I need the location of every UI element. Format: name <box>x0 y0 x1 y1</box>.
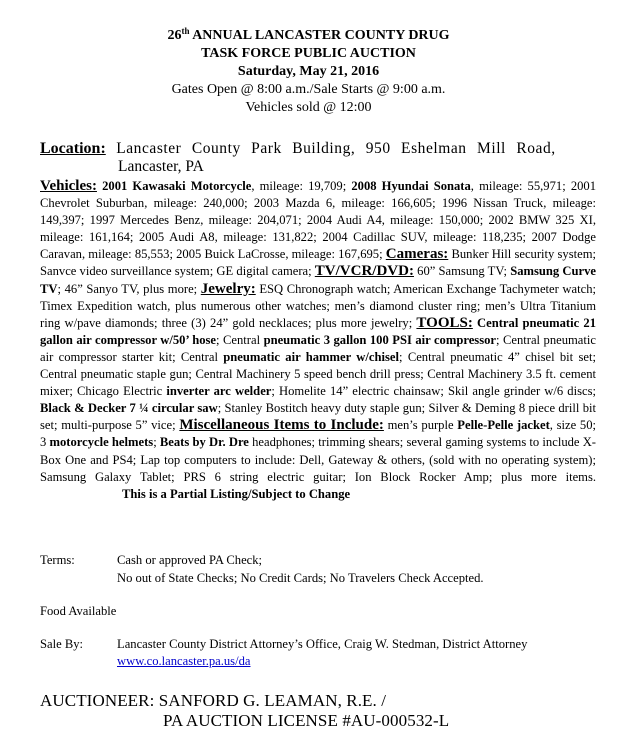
header-vehicles-time: Vehicles sold @ 12:00 <box>245 100 372 115</box>
tool-text: ; Central pneumatic air compressor starter kit; Central <box>40 332 596 364</box>
jewelry-text: ESQ Chronograph watch; American Exchange Tachymeter watch; Timex Expedition watch, plus numerous other watches; men’s diamond cluster ring; men’s Ultra Titanium ring w/pave diamonds; three (3) 24” gold necklaces; plus more jewelry; <box>40 281 596 330</box>
tv-label: TV/VCR/DVD: <box>314 263 414 280</box>
tools-label: TOOLS: <box>416 314 473 331</box>
tool-item: pneumatic air hammer w/chisel <box>223 349 399 364</box>
food-available: Food Available <box>40 604 117 618</box>
terms-line-1: Cash or approved PA Check; <box>117 553 263 567</box>
header-line-1: 26th ANNUAL LANCASTER COUNTY DRUG <box>167 26 450 43</box>
tool-item: Black & Decker 7 ¼ circular saw <box>40 401 218 416</box>
tv-item: Samsung Curve TV <box>40 264 596 296</box>
header-line-2: TASK FORCE PUBLIC AUCTION <box>201 46 416 61</box>
header-gates: Gates Open @ 8:00 a.m./Sale Starts @ 9:00 a.m. <box>171 82 446 97</box>
vehicle-item: 2001 Kawasaki Motorcycle <box>102 179 252 193</box>
misc-item: Beats by Dr. Dre <box>159 435 249 450</box>
tool-item: inverter arc welder <box>166 384 272 399</box>
item-listing <box>40 178 596 503</box>
cameras-label: Cameras: <box>385 246 449 263</box>
tool-text: ; Homelite 14” electric chainsaw; Skil angle grinder w/6 discs; <box>271 384 596 399</box>
location <box>40 140 595 176</box>
auctioneer-name: AUCTIONEER: SANFORD G. LEAMAN, R.E. / <box>40 691 387 710</box>
header-date: Saturday, May 21, 2016 <box>237 64 380 79</box>
misc-text: ; <box>153 435 160 450</box>
terms-label: Terms: <box>40 553 75 567</box>
vehicle-text: , mileage: 19,709; <box>251 179 352 193</box>
location-city: Lancaster, PA <box>118 158 204 175</box>
tv-text: ; 46” Sanyo TV, plus more; <box>57 281 201 296</box>
tool-item: pneumatic 3 gallon 100 PSI air compressor <box>263 332 496 347</box>
misc-item: Pelle-Pelle jacket <box>457 418 550 433</box>
location-address: Lancaster County Park Building, 950 Eshelman Mill Road, <box>105 140 556 157</box>
misc-text: , size 50; 3 <box>40 418 597 450</box>
auction-license: PA AUCTION LICENSE #AU-000532-L <box>163 711 450 730</box>
partial-listing-note: This is a Partial Listing/Subject to Change <box>122 486 351 501</box>
vehicles-label: Vehicles: <box>40 178 97 194</box>
tv-text: 60” Samsung TV; <box>413 264 511 279</box>
vehicle-text: , mileage: 55,971; 2001 Chevrolet Suburban, mileage: 240,000; 2003 Mazda 6, mileage: 166,605; 1996 Nissan Truck, mileage: 149,397; 1997 Mercedes Benz, mileage: 204,071; 2004 Audi A4, mileage: 150,000; 2002 BMW 325 XI, mileage: 161,164; 2005 Audi A8, mileage: 131,822; 2004 Cadillac SUV, mileage: 118,235; 2007 Dodge Caravan, mileage: 85,553; 2005 Buick LaCrosse, mileage: 167,695; <box>40 179 597 262</box>
tool-text: ; Central pneumatic 4” chisel bit set; Central pneumatic staple gun; Central Machinery 5 speed bench drill press; Central Machinery 3.5 ft. cement mixer; Chicago Electric <box>40 349 596 399</box>
terms-line-2: No out of State Checks; No Credit Cards; No Travelers Check Accepted. <box>117 571 484 585</box>
sale-by-label: Sale By: <box>40 637 84 651</box>
vehicle-item: 2008 Hyundai Sonata <box>351 179 471 193</box>
tool-item: Central pneumatic 21 gallon air compressor w/50’ hose <box>40 315 597 347</box>
da-website-link[interactable]: www.co.lancaster.pa.us/da <box>117 654 251 668</box>
jewelry-label: Jewelry: <box>200 280 256 297</box>
misc-text: men’s purple <box>383 418 458 433</box>
tool-text: ; Stanley Bostitch heavy duty staple gun; Silver & Deming 8 piece drill bit set; multi-purpose 5” vice; <box>40 401 596 433</box>
misc-text: headphones; trimming shears; several gaming systems to include X-Box One and PS4; Lap top computers to include: Dell, Gateway & others, (sold with no operating system); Samsung Galaxy Tablet; PRS 6 string electric guitar; Ion Block Rocker Amp; plus more items. <box>40 435 596 484</box>
location-label: Location: <box>40 140 106 157</box>
misc-item: motorcycle helmets <box>49 435 154 450</box>
cameras-text: Bunker Hill security system; Sanvce video surveillance system; GE digital camera; <box>40 247 597 279</box>
tool-text: ; Central <box>216 332 264 347</box>
sale-by-office: Lancaster County District Attorney’s Office, Craig W. Stedman, District Attorney <box>117 637 528 651</box>
misc-label: Miscellaneous Items to Include: <box>179 417 384 434</box>
